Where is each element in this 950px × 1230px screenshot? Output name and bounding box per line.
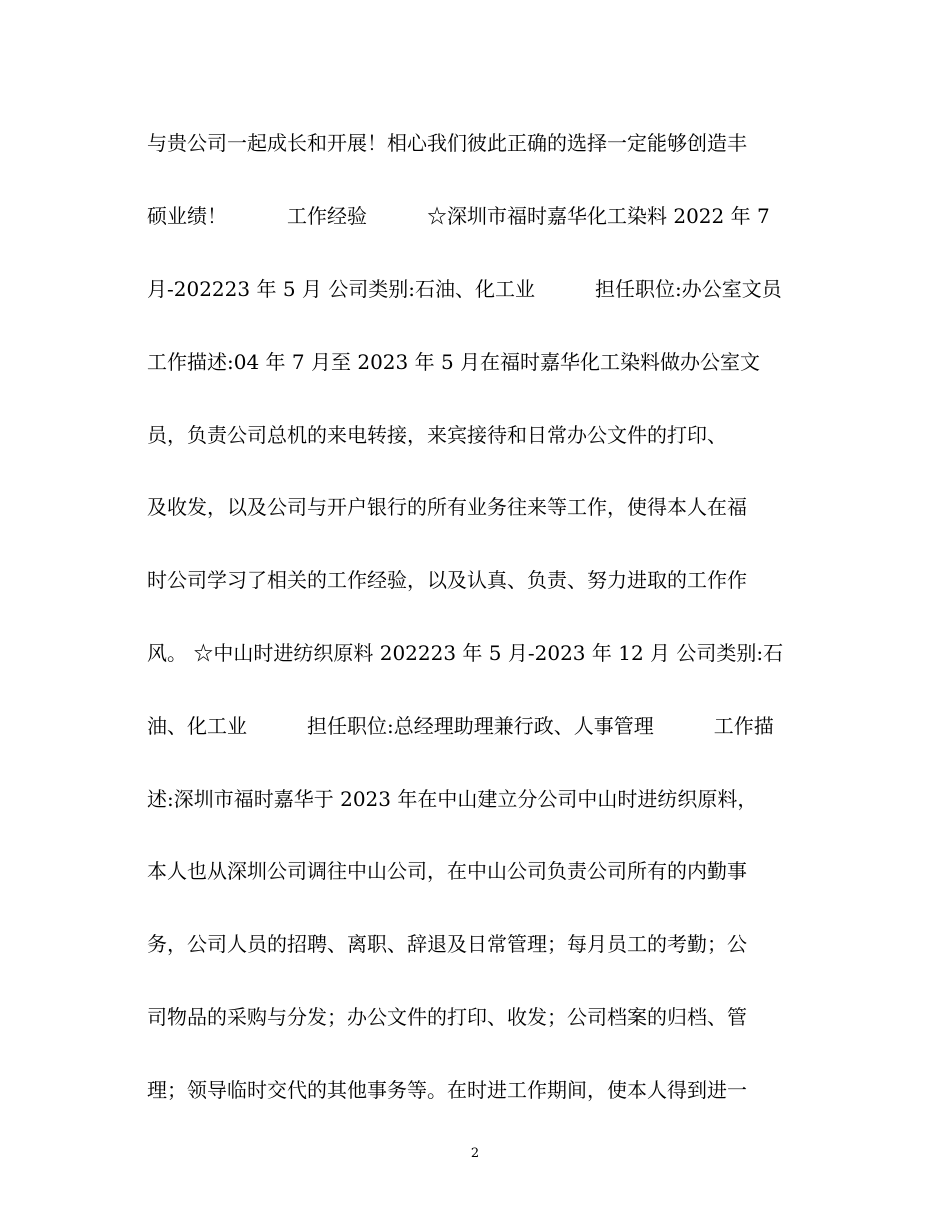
body-text-line: 工作描述:04 年 7 月至 2023 年 5 月在福时嘉华化工染料做办公室文 <box>147 350 761 374</box>
body-text-line: 与贵公司一起成长和开展！相心我们彼此正确的选择一定能够创造丰 <box>147 131 747 155</box>
body-text-line: 理；领导临时交代的其他事务等。在时进工作期间，使本人得到进一 <box>147 1078 747 1102</box>
body-text-line: 油、化工业 担任职位:总经理助理兼行政、人事管理 工作描 <box>147 714 774 738</box>
page-number: 2 <box>470 1146 480 1161</box>
body-text-line: 员，负责公司总机的来电转接，来宾接待和日常办公文件的打印、 <box>147 423 727 447</box>
body-text-line: 及收发，以及公司与开户银行的所有业务往来等工作，使得本人在福 <box>147 495 747 519</box>
body-text-line: 司物品的采购与分发；办公文件的打印、收发；公司档案的归档、管 <box>147 1005 747 1029</box>
body-text-line: 硕业绩！ 工作经验 ☆深圳市福时嘉华化工染料 2022 年 7 <box>147 204 770 228</box>
body-text-line: 月-202223 年 5 月 公司类别:石油、化工业 担任职位:办公室文员 <box>147 277 782 301</box>
body-text-line: 述:深圳市福时嘉华于 2023 年在中山建立分公司中山时进纺织原料， <box>147 787 758 811</box>
body-text-line: 务，公司人员的招聘、离职、辞退及日常管理；每月员工的考勤；公 <box>147 932 747 956</box>
body-text-line: 时公司学习了相关的工作经验，以及认真、负责、努力进取的工作作 <box>147 568 747 592</box>
body-text-line: 风。 ☆中山时进纺织原料 202223 年 5 月-2023 年 12 月 公司类别:石 <box>147 641 784 665</box>
body-text-line: 本人也从深圳公司调往中山公司，在中山公司负责公司所有的内勤事 <box>147 859 747 883</box>
